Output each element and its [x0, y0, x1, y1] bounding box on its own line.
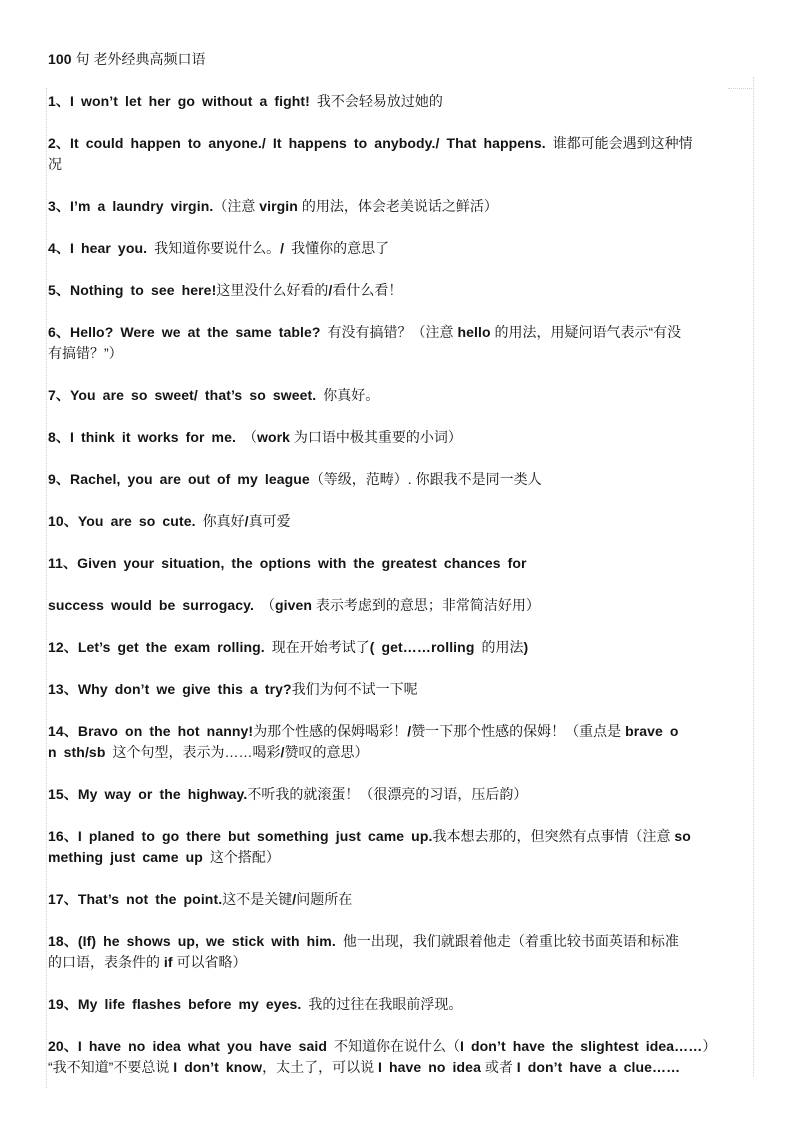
english-text: / — [407, 723, 412, 739]
phrase-line — [48, 196, 754, 217]
phrase-line — [48, 238, 754, 259]
phrase-line — [48, 595, 754, 616]
english-text: 10、You are so cute. — [48, 513, 203, 529]
document-title — [48, 49, 754, 70]
english-text: 17、That’s not the point. — [48, 891, 223, 907]
phrase-item — [48, 595, 754, 616]
phrase-line — [48, 322, 754, 343]
chinese-text: 这不是关键 — [222, 891, 293, 907]
phrase-line — [48, 847, 754, 868]
english-text: / — [328, 282, 333, 298]
english-text: / — [280, 240, 292, 256]
phrase-line — [48, 637, 754, 658]
phrase-line — [48, 931, 754, 952]
chinese-text: 况 — [48, 156, 62, 172]
english-text: 4、I hear you. — [48, 240, 155, 256]
english-text: 12、Let’s get the exam rolling. — [48, 639, 272, 655]
phrase-item — [48, 238, 754, 259]
chinese-text: 这里没什么好看的 — [216, 282, 329, 298]
chinese-text: （等级，范畴）. 你跟我不是同一类人 — [309, 471, 542, 487]
chinese-text: “我不知道”不要总说 — [48, 1059, 174, 1075]
chinese-text: 赞一下那个性感的保姆！（重点是 — [411, 723, 626, 739]
phrase-list — [48, 91, 754, 1078]
english-text: 1、I won’t let her go without a fight! — [48, 93, 317, 109]
english-text: ( get……rolling — [369, 639, 482, 655]
english-text: so — [674, 828, 691, 844]
phrase-line — [48, 133, 754, 154]
phrase-line — [48, 427, 754, 448]
english-text: I don’t have a clue…… — [516, 1059, 681, 1075]
chinese-text: 赞叹的意思） — [284, 744, 369, 760]
chinese-text: 的用法 — [481, 639, 524, 655]
english-text: n sth/sb — [48, 744, 113, 760]
chinese-text: （ — [260, 597, 275, 613]
chinese-text: 你真好 — [202, 513, 245, 529]
chinese-text: 的用法，体会老美说话之鲜活） — [297, 198, 498, 214]
chinese-text: 为那个性感的保姆喝彩！ — [253, 723, 408, 739]
phrase-item — [48, 826, 754, 868]
english-text: success would be surrogacy. — [48, 597, 261, 613]
english-text: ) — [523, 639, 529, 655]
phrase-line — [48, 889, 754, 910]
phrase-line — [48, 511, 754, 532]
chinese-text: 他一出现，我们就跟着他走（着重比较书面英语和标准 — [342, 933, 679, 949]
chinese-text: 不知道你在说什么（ — [334, 1038, 461, 1054]
phrase-line — [48, 154, 754, 175]
chinese-text: 我本想去那的，但突然有点事情（注意 — [432, 828, 675, 844]
phrase-line — [48, 343, 754, 364]
chinese-text: 有没有搞错？（注意 — [327, 324, 458, 340]
english-text: / — [244, 513, 249, 529]
english-text: 7、You are so sweet/ that’s so sweet. — [48, 387, 324, 403]
english-text: / — [280, 744, 285, 760]
english-text: 20、I have no idea what you have said — [48, 1038, 335, 1054]
phrase-item — [48, 469, 754, 490]
english-text: given — [274, 597, 313, 613]
english-text: 15、My way or the highway. — [48, 786, 248, 802]
chinese-text: 表示考虑到的意思；非常简洁好用） — [312, 597, 540, 613]
phrase-item — [48, 931, 754, 973]
english-text: hello — [457, 324, 491, 340]
chinese-text: 的口语，表条件的 — [48, 954, 164, 970]
chinese-text: 你真好。 — [323, 387, 380, 403]
english-text: I don’t know — [173, 1059, 263, 1075]
english-text: 6、Hello? Were we at the same table? — [48, 324, 328, 340]
phrase-line — [48, 994, 754, 1015]
phrase-item — [48, 322, 754, 364]
chinese-text: 不听我的就滚蛋！（很漂亮的习语，压后韵） — [247, 786, 528, 802]
chinese-text: 真可爱 — [248, 513, 291, 529]
phrase-item — [48, 994, 754, 1015]
chinese-text: 有搞错？”） — [48, 345, 123, 361]
english-text: virgin — [259, 198, 298, 214]
title-text: 句 老外经典高频口语 — [71, 51, 206, 67]
english-text: 3、I’m a laundry virgin. — [48, 198, 214, 214]
title-number: 100 — [48, 51, 72, 67]
phrase-item — [48, 1036, 754, 1078]
chinese-text: 我的过往在我眼前浮现。 — [308, 996, 463, 1012]
phrase-line — [48, 553, 754, 574]
phrase-line — [48, 826, 754, 847]
english-text: 8、I think it works for me. — [48, 429, 243, 445]
phrase-line — [48, 742, 754, 763]
phrase-line — [48, 91, 754, 112]
phrase-item — [48, 91, 754, 112]
phrase-line — [48, 385, 754, 406]
chinese-text: 现在开始考试了 — [271, 639, 370, 655]
english-text: 14、Bravo on the hot nanny! — [48, 723, 254, 739]
chinese-text: 这个句型，表示为……喝彩 — [112, 744, 281, 760]
chinese-text: 可以省略） — [172, 954, 247, 970]
phrase-line — [48, 952, 754, 973]
english-text: 5、Nothing to see here! — [48, 282, 217, 298]
chinese-text: ，太土了，可以说 — [262, 1059, 378, 1075]
english-text: if — [163, 954, 173, 970]
phrase-line — [48, 784, 754, 805]
english-text: 18、(If) he shows up, we stick with him. — [48, 933, 343, 949]
phrase-item — [48, 280, 754, 301]
chinese-text: 这个搭配） — [209, 849, 280, 865]
chinese-text: 我懂你的意思了 — [291, 240, 390, 256]
chinese-text: 看什么看！ — [332, 282, 403, 298]
english-text: brave o — [625, 723, 679, 739]
phrase-line — [48, 280, 754, 301]
phrase-item — [48, 679, 754, 700]
phrase-item — [48, 721, 754, 763]
chinese-text: 我们为何不试一下呢 — [291, 681, 418, 697]
chinese-text: ） — [702, 1038, 717, 1054]
english-text: work — [256, 429, 291, 445]
chinese-text: 我知道你要说什么。 — [154, 240, 281, 256]
english-text: 19、My life flashes before my eyes. — [48, 996, 309, 1012]
english-text: I have no idea — [377, 1059, 481, 1075]
margin-guide-left — [46, 88, 47, 1088]
document-body — [48, 49, 754, 1099]
chinese-text: 我不会轻易放过她的 — [316, 93, 443, 109]
english-text: 9、Rachel, you are out of my league — [48, 471, 310, 487]
phrase-item — [48, 133, 754, 175]
phrase-item — [48, 427, 754, 448]
english-text: 13、Why don’t we give this a try? — [48, 681, 292, 697]
chinese-text: 为口语中极其重要的小词） — [290, 429, 462, 445]
english-text: mething just came up — [48, 849, 210, 865]
chinese-text: 的用法，用疑问语气表示“有没 — [490, 324, 682, 340]
phrase-line — [48, 1036, 754, 1057]
english-text: I don’t have the slightest idea…… — [460, 1038, 703, 1054]
chinese-text: 谁都可能会遇到这种情 — [552, 135, 693, 151]
phrase-line — [48, 1057, 754, 1078]
english-text: 2、It could happen to anyone./ It happens to anybody./ That happens. — [48, 135, 553, 151]
english-text: / — [292, 891, 297, 907]
english-text: 16、I planed to go there but something just came up. — [48, 828, 433, 844]
phrase-line — [48, 679, 754, 700]
chinese-text: 问题所在 — [296, 891, 353, 907]
phrase-item — [48, 889, 754, 910]
phrase-item — [48, 637, 754, 658]
phrase-line — [48, 469, 754, 490]
phrase-item — [48, 385, 754, 406]
phrase-item — [48, 511, 754, 532]
chinese-text: （ — [242, 429, 257, 445]
phrase-line — [48, 721, 754, 742]
phrase-item — [48, 196, 754, 217]
english-text: 11、Given your situation, the options with the greatest chances for — [48, 555, 527, 571]
chinese-text: （注意 — [213, 198, 260, 214]
phrase-item — [48, 784, 754, 805]
phrase-item — [48, 553, 754, 574]
chinese-text: 或者 — [480, 1059, 517, 1075]
